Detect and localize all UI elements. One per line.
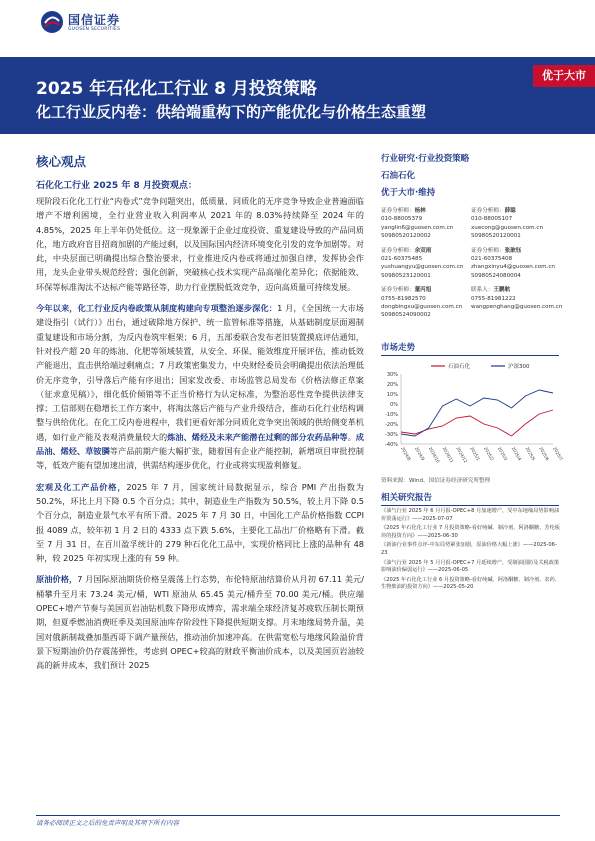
investment-view-heading: 石化化工行业 2025 年 8 月投资观点：: [36, 181, 197, 191]
paragraph-crude-lead: 原油价格，: [36, 574, 78, 585]
paragraph-crude-body: 7 月国际原油期货价格呈震荡上行态势，布伦特原油结算价从月初 67.11 美元/桶攀升至月末 73.24 美元/桶，WTI 原油从 65.45 美元/桶升至 70.00 美元/桶。供应端 OPEC+增产节奏与美国页岩油钻机数下降形成博弈，需求端全球经济复苏疲软压制长期预期，但夏季燃油消费旺季及美国原油库存阶段性下降提供短期支撑。月末地缘局势升温，美国对俄新制裁叠加墨西哥下调产量预估，推动油价加速冲高。在供需宽松与地缘风险溢价背景下短期油价仍存震荡弹性，考虑到 OPEC+较高的财政平衡油价成本，以及美国页岩油较高的新井成本，我们预计 2025: [36, 574, 364, 671]
paragraph-policy-highlight-2: 成品油、烯烃、草铵膦: [36, 431, 364, 457]
paragraph-macro-body: 2025 年 7 月，国家统计局数据显示，综合 PMI 产出指数为 50.2%，环比上月下降 0.5 个百分点；其中，制造业生产指数为 50.5%，较上月下降 0.5 个百分点，制造业景气水平有所下滑。2025 年 7 月 30 日，中国化工产品价格指数 CCPI 报 4089 点，较年初 1 月 2 日的 4333 点下跌 5.6%，主要化工品出厂价格略有下滑。截至 7 月 31 日，在百川盈孚统计的 279 种石化化工品中，实现价格同比上涨的品种有 48 种，较 2025 年初实现上涨的有 59 种。: [36, 481, 364, 564]
guosen-logo: [40, 8, 150, 38]
analyst-list: [381, 207, 563, 320]
analyst-card: 联系人：王鹏航 0755-81981222 wangpenghang@guosen.com.cn: [471, 287, 563, 311]
section-title: 核心观点: [36, 154, 87, 169]
paragraph-policy-mid: 。: [347, 431, 356, 442]
rating-line: 优于大市·维持: [381, 188, 436, 198]
related-report-link[interactable]: 《油气行业 2025 年 6 月月报-OPEC+8 月加速增产，受中东地缘局势影响油价震荡运行》——2025-07-07: [381, 508, 560, 522]
paragraph-policy-lead: 今年以来，化工行业反内卷政策从制度构建向专项整治逐步深化：: [36, 303, 278, 314]
guosen-logo-icon: [40, 10, 64, 34]
logo-subtext: GUOSEN SECURITIES: [68, 27, 121, 32]
analyst-card: 证券分析师：薛聪 010-88005107 xuecong@guosen.com.cn S0980520120001: [471, 208, 544, 240]
x-tick-label: 2025/1: [469, 446, 481, 462]
industry-name: 石油石化: [381, 171, 416, 181]
x-tick-label: 2024/10: [427, 446, 441, 464]
x-tick-label: 2025/4: [510, 446, 523, 462]
series-line-csi300: [401, 390, 553, 436]
report-category: 行业研究·行业投资策略: [381, 154, 470, 164]
sidebar: [381, 152, 563, 320]
series-line-petrochem: [401, 410, 553, 436]
legend-label: 沪深300: [508, 364, 530, 370]
rating-badge: 优于大市: [533, 65, 595, 87]
footer-divider: [36, 815, 560, 816]
chart-source: 资料来源：Wind、国信证券经济研究所整理: [381, 478, 491, 484]
related-report-link[interactable]: 《2025 年石化化工行业 6 月投资策略-看好纯碱、阿洛酮糖、制冷剂、农药、生物柴油的投资方向》——2025-05-20: [381, 576, 560, 591]
x-tick-label: 2024/9: [413, 446, 426, 462]
paragraph-policy-body: 1 月，《全国统一大市场建设指引（试行）》出台，通过破除地方保护、统一监管标准等措施，从基础制度层面遏制重复建设和市场分割，为反内卷筑牢框架；6 月，五部委联合发布老旧装置摸底评估通知，针对投产超 20 年的炼油、化肥等领域装置，从安全、环保、能效维度开展评估，推动低效产能退出，直击供给端过剩痛点；7 月政策密集发力，中央财经委员会明确提出依法治理低价无序竞争，引导落后产能有序退出；国家发改委、市场监管总局发布《价格法修正草案（征求意见稿）》，细化低价倾销等不正当价格行为认定标准，为整治恶性竞争提供法律支撑；工信部则在稳增长工作方案中，将淘汰落后产能与产业升级结合，推动石化行业结构调整与供给优化。在化工反内卷进程中，我们更看好部分同质化竞争突出领域的供给侧变革机遇，如行业产能及表观消费量较大的: [36, 303, 364, 442]
y-tick-label: 0%: [390, 401, 398, 408]
related-report-link[interactable]: 《新油行业事件点评-中东局势紧张加剧，原油价格大幅上涨》——2025-06-23: [381, 542, 557, 556]
x-tick-label: 2024/11: [441, 446, 455, 464]
y-tick-label: 20%: [386, 381, 398, 388]
analyst-card: 证券分析师：杨林 010-88005379 yanglin6@guosen.com.cn S0980520120002: [381, 208, 454, 240]
x-tick-label: 2024/8: [400, 446, 412, 462]
legend-label: 石油石化: [448, 364, 471, 370]
x-tick-label: 2025/5: [524, 446, 537, 462]
analyst-card: 证券分析师：董丙旭 0755-81982570 dongbingxu@guosen.com.cn S0980524090002: [381, 287, 463, 319]
main-column: [36, 152, 364, 680]
paragraph-macro-lead: 宏观及化工产品价格，: [36, 481, 127, 492]
y-tick-label: -10%: [385, 411, 398, 418]
paragraph-policy-highlight-1: 炼油、烯烃及未来产能潜在过剩的部分农药品种等: [167, 431, 348, 442]
related-report-link[interactable]: 《油气行业 2025 年 5 月月报-OPEC+7 月延续增产，受制油国防及关税政策影响油价偏弱运行》——2025-06-05: [381, 559, 560, 574]
report-title: 2025 年石化化工行业 8 月投资策略: [36, 79, 317, 99]
divider: [381, 505, 559, 506]
divider: [381, 355, 559, 356]
related-reports-list: [381, 508, 561, 594]
y-tick-label: -30%: [385, 431, 398, 438]
paragraph-policy-tail: 等产品前期产能大幅扩张，随着国有企业产能控制，新增项目审批控制等，低效产能有望加速出清，供需结构逐步优化，行业或将实现盈利修复。: [36, 446, 364, 471]
x-tick-label: 2025/7: [552, 446, 564, 462]
paragraph-policy: [36, 301, 364, 473]
y-tick-label: 10%: [386, 391, 398, 398]
related-report-link[interactable]: 《2025 年石化化工行业 7 月投资策略-看好纯碱、制冷剂、阿洛酮糖、芳纶板块的投资方向》——2025-06-30: [381, 525, 560, 539]
paragraph-macro: [36, 480, 364, 566]
paragraph-crude: [36, 572, 364, 672]
x-tick-label: 2024/12: [455, 446, 469, 464]
x-tick-label: 2025/2: [483, 446, 495, 462]
market-trend-title: 市场走势: [381, 343, 416, 353]
paragraph-overview: 现阶段石化化工行业“内卷式”竞争问题突出，低质量、同质化的无序竞争导致企业普遍面临增产不增利困境，全行业营业收入利润率从 2021 年的 8.03%持续降至 2024 年的 4.85%，2025 年上半年仍处低位。这一现象源于企业过度投资、重复建设导致的产品同质化，地方政府盲目招商加剧的产能过剩，以及国际国内经济环境变化引发的竞争加剧等。对此，中央层面已明确提出综合整治要求，行业推进反内卷或将通过加强自律，发挥协会作用，龙头企业带头规范经营；强化创新，突破核心技术实现产品高端化差异化；依据能效、环保等标准淘汰不达标产能等路径等，助力行业摆脱低效竞争，迈向高质量可持续发展。: [36, 196, 364, 292]
logo-text: 国信证券: [68, 13, 121, 27]
analyst-card: 证券分析师：余双雨 021-60375485 yushuangyu@guosen.com.cn S0980523120001: [381, 247, 464, 279]
market-trend-chart: [381, 360, 564, 470]
y-tick-label: -20%: [385, 421, 398, 428]
y-tick-label: -40%: [385, 441, 398, 448]
footer-disclaimer: 请务必阅读正文之后的免责声明及其项下所有内容: [36, 819, 179, 827]
related-reports-title: 相关研究报告: [381, 493, 433, 503]
report-subtitle: 化工行业反内卷：供给端重构下的产能优化与价格生态重塑: [36, 103, 427, 121]
x-tick-label: 2025/6: [538, 446, 551, 462]
y-tick-label: 30%: [386, 371, 398, 378]
x-tick-label: 2025/3: [496, 446, 509, 462]
analyst-card: 证券分析师：张歆钰 021-60375408 zhangxinyu4@guosen.com.cn S0980524080004: [471, 247, 555, 279]
